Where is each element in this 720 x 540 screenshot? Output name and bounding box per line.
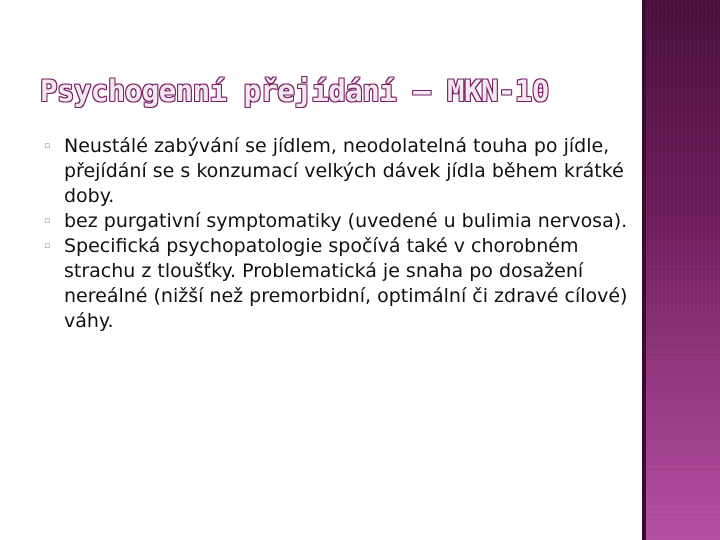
bullet-list <box>44 134 634 334</box>
sidebar-texture <box>646 0 720 540</box>
bullet-text: bez purgativní symptomatiky (uvedené u bulimia nervosa). <box>64 210 628 232</box>
bullet-text: Neustálé zabývání se jídlem, neodolatelná touha po jídle, přejídání se s konzumací velkých dávek jídla během krátké doby. <box>64 135 624 207</box>
bullet-item <box>44 234 634 334</box>
bullet-icon: ▫ <box>44 216 51 226</box>
bullet-item <box>44 134 634 209</box>
bullet-icon: ▫ <box>44 141 51 151</box>
bullet-item <box>44 209 634 234</box>
bullet-icon: ▫ <box>44 241 51 251</box>
bullet-text: Specifická psychopatologie spočívá také v chorobném strachu z tloušťky. Problematická je snaha po dosažení nereálné (nižší než premorbidní, optimální či zdravé cílové) váhy. <box>64 235 628 332</box>
slide-title: Psychogenní přejídání – MKN-10 <box>40 74 549 108</box>
